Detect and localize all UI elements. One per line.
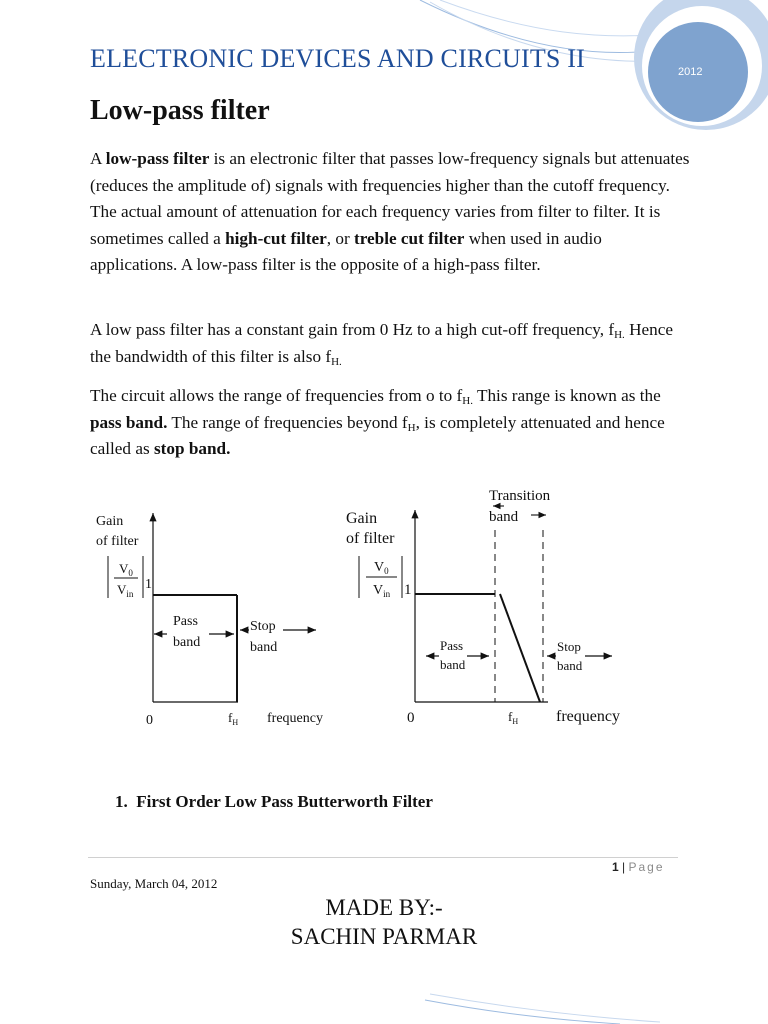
v0-label: $V_0$ xyxy=(374,560,389,576)
origin-label: 0 xyxy=(146,713,153,728)
vin-label: $V_{in}$ xyxy=(373,583,391,599)
practical-response-diagram xyxy=(346,488,620,726)
header-title: ELECTRONIC DEVICES AND CIRCUITS II xyxy=(90,44,586,73)
stop-band-label-line2: band xyxy=(557,658,583,673)
text-run: The circuit allows the range of frequencies from o to f xyxy=(90,386,463,405)
roll-off-line xyxy=(500,594,540,702)
transition-label-line1: Transition xyxy=(489,488,551,504)
subscript: H. xyxy=(462,395,473,407)
gain-label-line1: Gain xyxy=(96,514,124,529)
origin-label: 0 xyxy=(407,710,415,726)
filter-response-diagrams xyxy=(0,470,768,740)
text-run: The range of frequencies beyond f xyxy=(167,412,408,432)
paragraph-intro xyxy=(90,146,690,279)
stop-band-label-line1: Stop xyxy=(557,639,581,654)
page-separator: | xyxy=(618,860,629,874)
bold-term: high-cut filter xyxy=(225,228,327,248)
stop-band-label-line1: Stop xyxy=(250,619,276,634)
bold-term: pass band. xyxy=(90,412,168,432)
footer-divider xyxy=(88,857,678,858)
v0-label: $V_0$ xyxy=(119,561,133,578)
page-heading: Low-pass filter xyxy=(90,95,270,126)
year-badge-text: 2012 xyxy=(678,66,703,78)
text-run: is an electronic filter that passes low-frequency signals but attenuates (reduces the amplitude of) signals with frequencies higher than the cutoff frequency. The actual amount of attenuation for each frequency varies from filter to filter. It is sometimes called a xyxy=(90,149,690,248)
gain-label-line1: Gain xyxy=(346,510,378,527)
page-word: Page xyxy=(628,860,665,874)
text-run: Hence the bandwidth of this filter is also f xyxy=(90,320,673,366)
bold-term: treble cut filter xyxy=(353,228,465,248)
ideal-response-diagram xyxy=(96,513,323,728)
text-run: A xyxy=(90,149,106,168)
pass-band-label-line2: band xyxy=(173,635,201,650)
page-number-value: 1 xyxy=(612,860,619,874)
text-run: , is completely attenuated and hence called as xyxy=(90,412,665,458)
unity-gain-label: 1 xyxy=(404,582,412,598)
cutoff-label: $f_H$ xyxy=(228,710,239,727)
pass-band-label-line1: Pass xyxy=(440,638,464,653)
gain-label-line2: of filter xyxy=(346,530,395,547)
footer-date: Sunday, March 04, 2012 xyxy=(90,876,218,891)
paragraph-gain xyxy=(90,317,690,370)
numbered-list-item: 1. First Order Low Pass Butterworth Filter xyxy=(115,792,433,811)
cutoff-label: $f_H$ xyxy=(508,709,519,726)
pass-band-label-line2: band xyxy=(440,657,466,672)
text-run: A low pass filter has a constant gain from 0 Hz to a high cut-off frequency, f xyxy=(90,320,615,339)
made-by-label: MADE BY:- xyxy=(325,895,443,920)
text-run: when used in audio applications. A low-pass filter is the opposite of a high-pass filter. xyxy=(90,228,602,274)
page-number xyxy=(612,860,665,874)
pass-band-label-line1: Pass xyxy=(173,614,198,629)
vin-label: $V_{in}$ xyxy=(117,582,134,599)
bold-term: stop band. xyxy=(153,439,231,458)
text-run: This range is known as the xyxy=(472,386,661,405)
author-credit xyxy=(90,893,678,951)
subscript: H. xyxy=(331,355,342,368)
gain-label-line2: of filter xyxy=(96,534,139,549)
frequency-axis-label: frequency xyxy=(556,708,620,725)
subscript: H. xyxy=(614,329,625,341)
transition-label-line2: band xyxy=(489,509,519,525)
subscript: H xyxy=(407,421,416,434)
text-run: , or xyxy=(326,228,354,248)
frequency-axis-label: frequency xyxy=(267,711,323,726)
author-name: SACHIN PARMAR xyxy=(290,924,478,949)
stop-band-label-line2: band xyxy=(250,640,278,655)
footer-swoosh-line xyxy=(425,1000,620,1024)
unity-gain-label: 1 xyxy=(145,577,152,592)
paragraph-bands xyxy=(90,383,690,463)
bold-term: low-pass filter xyxy=(105,149,210,168)
